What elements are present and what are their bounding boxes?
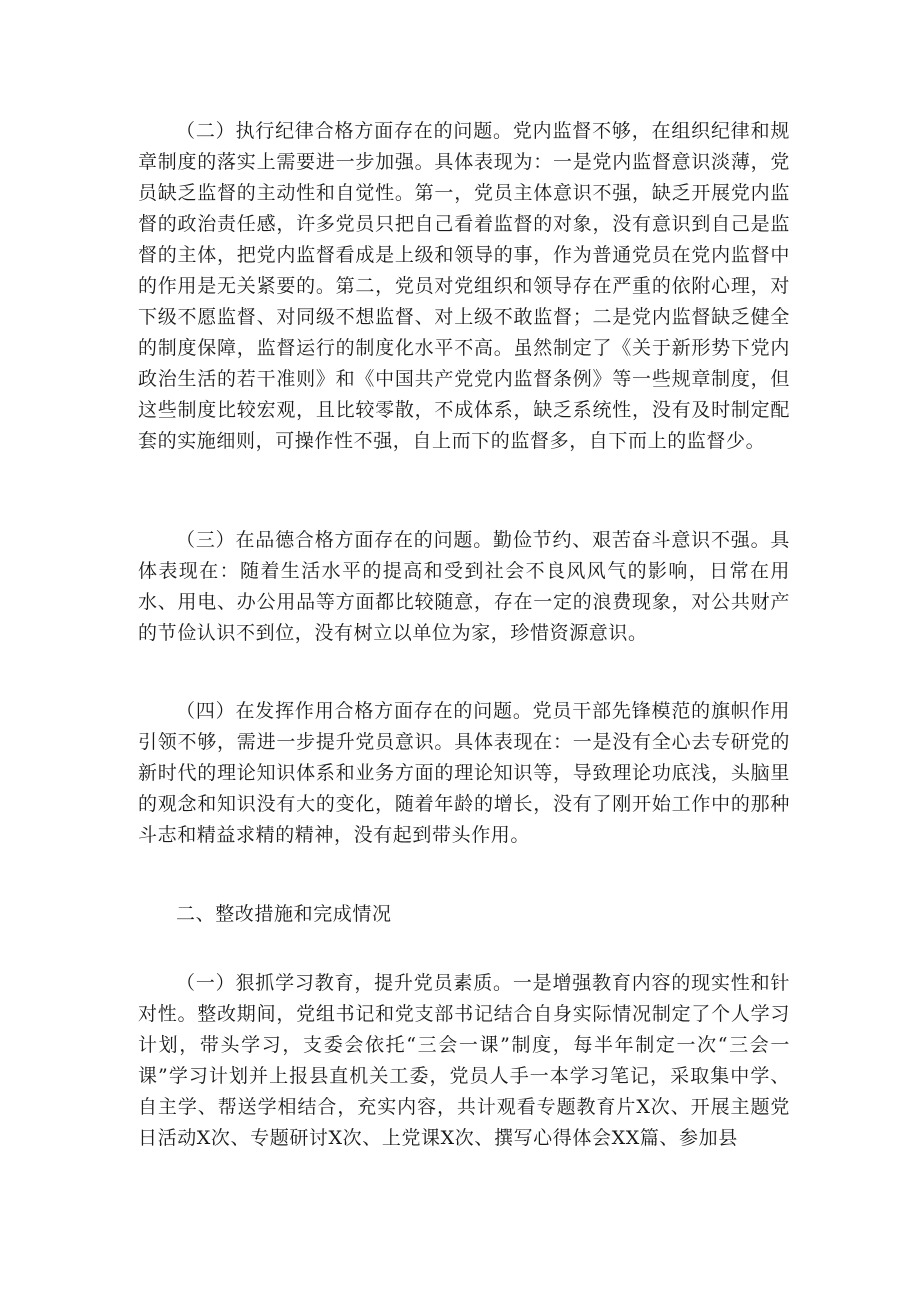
- paragraph-discipline-issues: （二）执行纪律合格方面存在的问题。党内监督不够，在组织纪律和规章制度的落实上需要进一步加强。具体表现为：一是党内监督意识淡薄，党员缺乏监督的主动性和自觉性。第一，党员主体意识不强，缺乏开展党内监督的政治责任感，许多党员只把自己看着监督的对象，没有意识到自己是监督的主体，把党内监督看成是上级和领导的事，作为普通党员在党内监督中的作用是无关紧要的。第二，党员对党组织和领导存在严重的依附心理，对下级不愿监督、对同级不想监督、对上级不敢监督；二是党内监督缺乏健全的制度保障，监督运行的制度化水平不高。虽然制定了《关于新形势下党内政治生活的若干准则》和《中国共产党党内监督条例》等一些规章制度，但这些制度比较宏观，且比较零散，不成体系，缺乏系统性，没有及时制定配套的实施细则，可操作性不强，自上而下的监督多，自下而上的监督少。: [138, 120, 790, 452]
- section-heading: 二、整改措施和完成情况: [176, 903, 392, 925]
- paragraph-moral-issues: （三）在品德合格方面存在的问题。勤俭节约、艰苦奋斗意识不强。具体表现在：随着生活水平的提高和受到社会不良风风气的影响，日常在用水、用电、办公用品等方面都比较随意，存在一定的浪费现象，对公共财产的节俭认识不到位，没有树立以单位为家，珍惜资源意识。: [138, 529, 790, 644]
- paragraph-role-issues: （四）在发挥作用合格方面存在的问题。党员干部先锋模范的旗帜作用引领不够，需进一步提升党员意识。具体表现在：一是没有全心去专研党的新时代的理论知识体系和业务方面的理论知识等，导致理论功底浅，头脑里的观念和知识没有大的变化，随着年龄的增长，没有了刚开始工作中的那种斗志和精益求精的精神，没有起到带头作用。: [138, 700, 790, 846]
- paragraph-study-education: （一）狠抓学习教育，提升党员素质。一是增强教育内容的现实性和针对性。整改期间，党组书记和党支部书记结合自身实际情况制定了个人学习计划，带头学习，支委会依托“三会一课”制度，每半年制定一次“三会一课”学习计划并上报县直机关工委，党员人手一本学习笔记，采取集中学、自主学、帮送学相结合，充实内容，共计观看专题教育片X次、开展主题党日活动X次、专题研讨X次、上党课X次、撰写心得体会XX篇、参加县: [138, 972, 790, 1149]
